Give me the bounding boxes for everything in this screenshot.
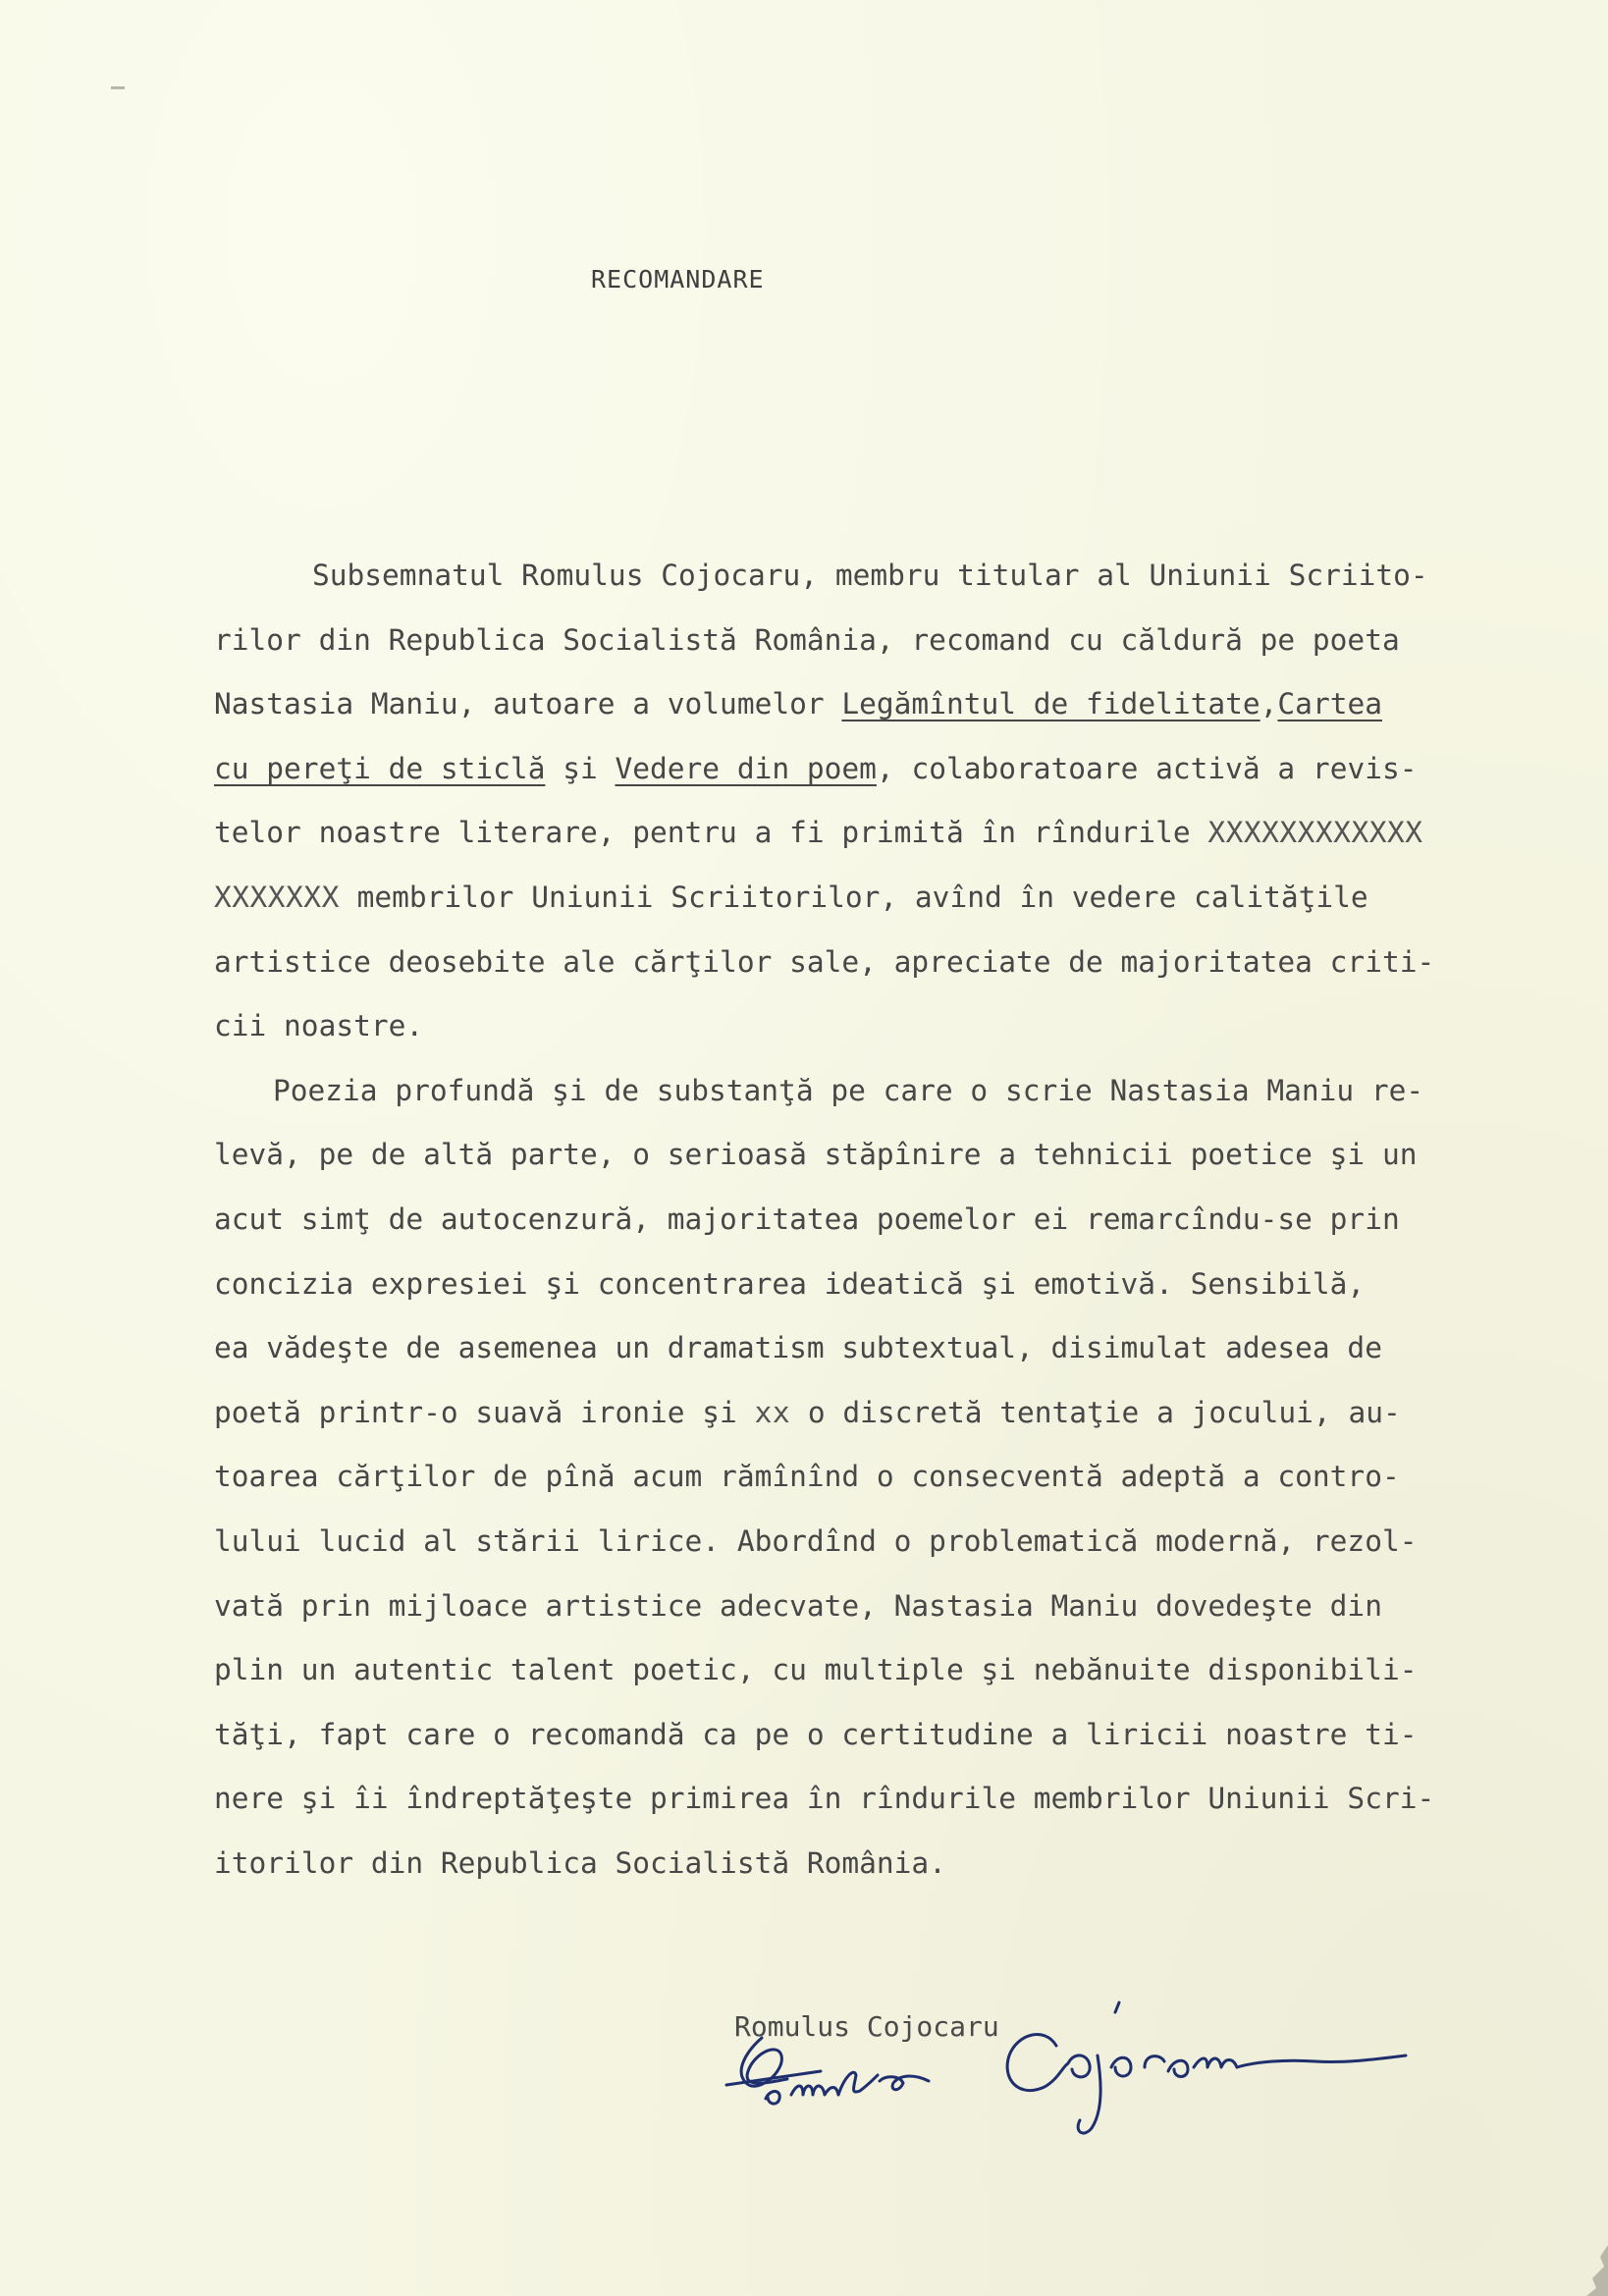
text-line (214, 809, 1608, 874)
margin-mark (111, 86, 125, 89)
text-line (214, 1646, 1608, 1711)
book-title: cu pereţi de sticlă (214, 751, 546, 785)
text-segment: cii noastre. (214, 1009, 424, 1043)
text-segment: toarea cărţilor de pînă acum rămînînd o consecventă adeptă a contro- (214, 1460, 1400, 1494)
handwritten-signature (707, 1973, 1473, 2140)
text-segment: itorilor din Republica Socialistă România. (214, 1845, 946, 1880)
text-segment: acut simţ de autocenzură, majoritatea poemelor ei remarcîndu-se prin (214, 1201, 1400, 1236)
text-line (214, 1453, 1608, 1518)
text-segment: artistice deosebite ale cărţilor sale, apreciate de majoritatea criti- (214, 944, 1435, 979)
text-segment: şi (545, 751, 616, 785)
text-line (312, 552, 1608, 616)
text-segment: Poezia profundă şi de substanţă pe care o scrie Nastasia Maniu re- (273, 1073, 1424, 1107)
text-line (214, 1196, 1608, 1260)
text-line (214, 1131, 1608, 1196)
struck-text: XXXXXXXXXXXX (1207, 816, 1423, 850)
text-segment: levă, pe de altă parte, o serioasă stăpînire a tehnicii poetice şi un (214, 1138, 1418, 1172)
text-segment: telor noastre literare, pentru a fi primită în rîndurile (214, 816, 1208, 850)
book-title: Cartea (1277, 687, 1382, 721)
text-segment: Subsemnatul Romulus Cojocaru, membru titular al Uniunii Scriito- (312, 559, 1428, 592)
text-line (214, 616, 1608, 681)
text-segment: Nastasia Maniu, autoare a volumelor (214, 687, 842, 721)
text-line (214, 874, 1608, 938)
text-segment: ea vădeşte de asemenea un dramatism subtextual, disimulat adesea de (214, 1331, 1382, 1365)
text-segment: vată prin mijloace artistice adecvate, Nastasia Maniu dovedeşte din (214, 1588, 1382, 1623)
text-line (214, 1518, 1608, 1582)
text-segment: nere şi îi îndreptăţeşte primirea în rîndurile membrilor Uniunii Scri- (214, 1782, 1435, 1816)
document-title: RECOMANDARE (591, 265, 765, 294)
text-line (214, 1324, 1608, 1389)
typed-signatory-name: Romulus Cojocaru (734, 2010, 999, 2043)
text-line (214, 938, 1608, 1003)
text-segment: tăţi, fapt care o recomandă ca pe o certitudine a liricii noastre ti- (214, 1717, 1418, 1751)
text-line (214, 680, 1608, 745)
text-line (214, 1775, 1608, 1840)
text-line (214, 1840, 1608, 1904)
text-line (214, 1260, 1608, 1325)
text-segment: plin un autentic talent poetic, cu multiple şi nebănuite disponibili- (214, 1653, 1418, 1687)
book-title: Vedere din poem (615, 751, 877, 785)
text-segment: membrilor Uniunii Scriitorilor, avînd în vedere calităţile (339, 880, 1368, 914)
text-segment: poetă printr-o suavă ironie şi (214, 1395, 755, 1429)
text-segment: rilor din Republica Socialistă România, recomand cu căldură pe poeta (214, 622, 1400, 657)
text-segment: concizia expresiei şi concentrarea ideatică şi emotivă. Sensibilă, (214, 1266, 1366, 1301)
text-segment: lului lucid al stării lirice. Abordînd o problematică modernă, rezol- (214, 1523, 1418, 1558)
corner-fold (1579, 2245, 1608, 2296)
text-line (214, 1582, 1608, 1647)
text-segment: , (1260, 687, 1278, 721)
text-line (214, 1711, 1608, 1776)
text-line (214, 1002, 1608, 1067)
text-segment: , colaboratoare activă a revis- (876, 751, 1418, 785)
text-segment: o discretă tentaţie a jocului, au- (790, 1395, 1401, 1429)
text-line (273, 1067, 1608, 1132)
struck-text: XXXXXXX (214, 880, 340, 914)
struck-text: xx (754, 1395, 791, 1429)
book-title: Legămîntul de fidelitate (841, 687, 1260, 721)
text-line (214, 1389, 1608, 1454)
text-line (214, 745, 1608, 810)
recommendation-body (214, 552, 1608, 1903)
